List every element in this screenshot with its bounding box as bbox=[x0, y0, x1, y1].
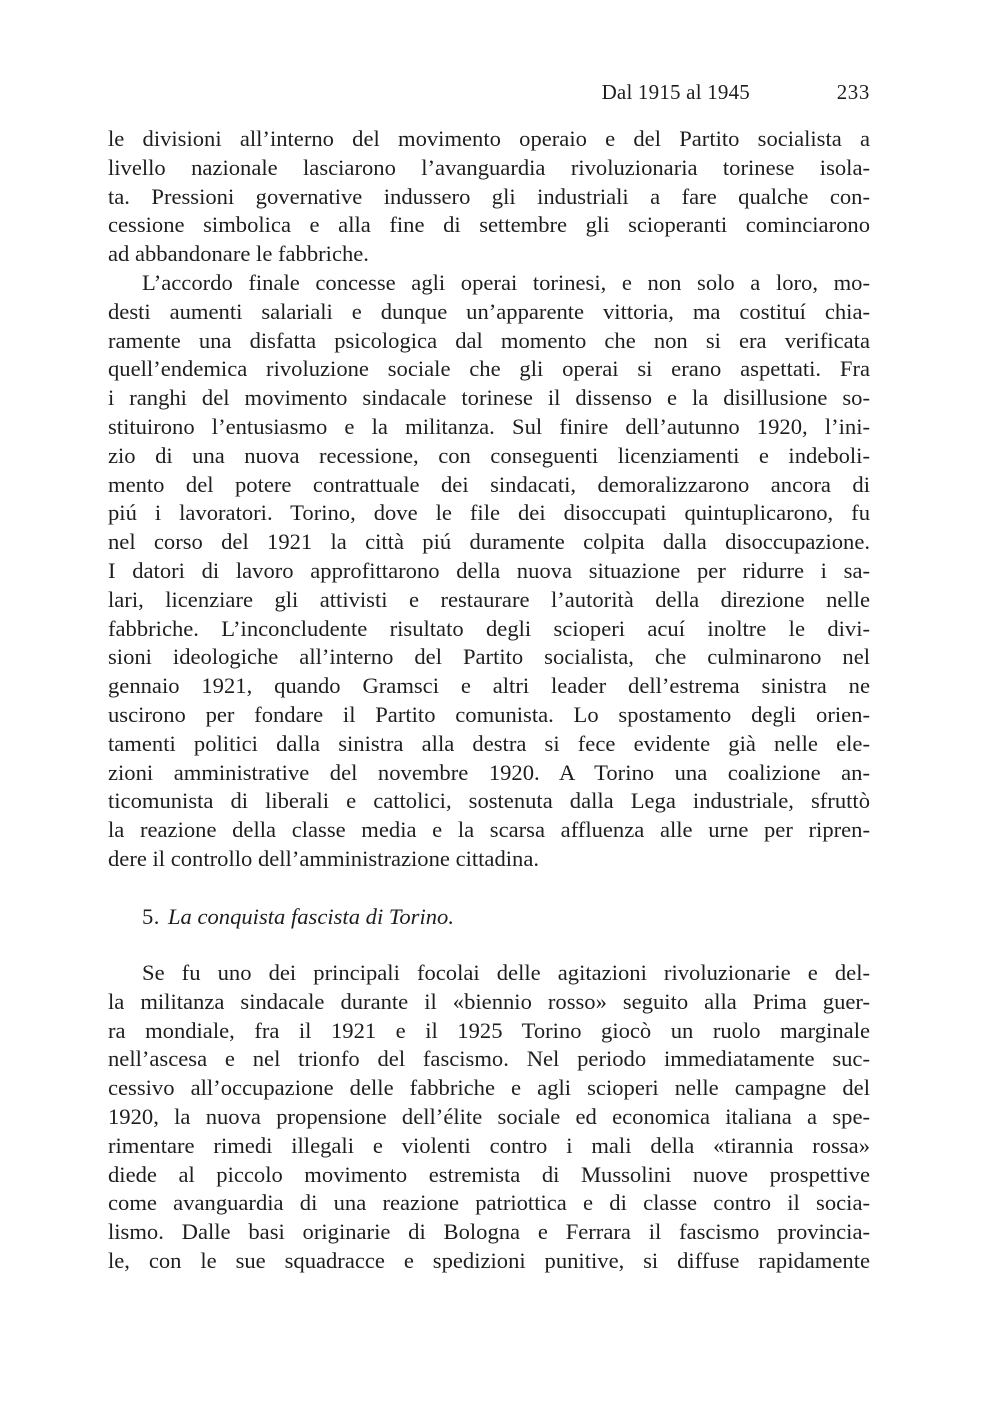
text-line: ta. Pressioni governative indussero gli industriali a fare qualche con- bbox=[108, 183, 870, 209]
page-number: 233 bbox=[836, 80, 870, 104]
text-line: come avanguardia di una reazione patriottica e di classe contro il socia- bbox=[108, 1190, 870, 1216]
text-line: Se fu uno dei principali focolai delle agitazioni rivoluzionarie e del- bbox=[142, 960, 870, 985]
text-line: desti aumenti salariali e dunque un’apparente vittoria, ma costituí chia- bbox=[108, 298, 870, 324]
text-line: uscirono per fondare il Partito comunista. Lo spostamento degli orien- bbox=[108, 701, 870, 727]
text-line: la reazione della classe media e la scarsa affluenza alle urne per ripren- bbox=[108, 817, 870, 843]
page-header bbox=[108, 80, 870, 108]
text-line: nell’ascesa e nel trionfo del fascismo. Nel periodo immediatamente suc- bbox=[108, 1046, 870, 1072]
paragraph-1 bbox=[108, 125, 870, 269]
text-line: piú i lavoratori. Torino, dove le file dei disoccupati quintuplicarono, fu bbox=[108, 500, 870, 526]
text-line: sioni ideologiche all’interno del Partito socialista, che culminarono nel bbox=[108, 644, 870, 670]
text-line: rimentare rimedi illegali e violenti contro i mali della «tirannia rossa» bbox=[108, 1132, 870, 1158]
section-number: 5. bbox=[142, 904, 160, 929]
text-line: i ranghi del movimento sindacale torinese il dissenso e la disillusione so- bbox=[108, 385, 870, 411]
text-line: ra mondiale, fra il 1921 e il 1925 Torino giocò un ruolo marginale bbox=[108, 1017, 870, 1043]
text-line: ad abbandonare le fabbriche. bbox=[108, 241, 369, 267]
text-line: ticomunista di liberali e cattolici, sostenuta dalla Lega industriale, sfruttò bbox=[108, 788, 870, 814]
text-line: le divisioni all’interno del movimento operaio e del Partito socialista a bbox=[108, 126, 870, 151]
text-line: la militanza sindacale durante il «biennio rosso» seguito alla Prima guer- bbox=[108, 988, 870, 1014]
text-line: L’accordo finale concesse agli operai torinesi, e non solo a loro, mo- bbox=[142, 269, 870, 295]
text-line: 1920, la nuova propensione dell’élite sociale ed economica italiana a spe- bbox=[108, 1103, 870, 1129]
text-line: livello nazionale lasciarono l’avanguardia rivoluzionaria torinese isola- bbox=[108, 154, 870, 180]
text-line: tamenti politici dalla sinistra alla destra si fece evidente già nelle ele- bbox=[108, 730, 870, 756]
paragraph-2 bbox=[108, 269, 870, 874]
text-line: mento del potere contrattuale dei sindacati, demoralizzarono ancora di bbox=[108, 471, 870, 497]
text-line: diede al piccolo movimento estremista di Mussolini nuove prospettive bbox=[108, 1161, 870, 1187]
text-line: gennaio 1921, quando Gramsci e altri leader dell’estrema sinistra ne bbox=[108, 673, 870, 699]
text-line: fabbriche. L’inconcludente risultato degli scioperi acuí inoltre le divi- bbox=[108, 615, 870, 641]
text-line: lismo. Dalle basi originarie di Bologna e Ferrara il fascismo provincia- bbox=[108, 1219, 870, 1245]
paragraph-3 bbox=[108, 959, 870, 1276]
text-line: zioni amministrative del novembre 1920. A Torino una coalizione an- bbox=[108, 759, 870, 785]
text-line: nel corso del 1921 la città piú duramente colpita dalla disoccupazione. bbox=[108, 529, 870, 555]
text-line: ramente una disfatta psicologica dal momento che non si era verificata bbox=[108, 327, 870, 353]
text-line: quell’endemica rivoluzione sociale che gli operai si erano aspettati. Fra bbox=[108, 356, 870, 382]
section-heading bbox=[142, 903, 454, 931]
body-text-top bbox=[108, 125, 870, 874]
text-line: I datori di lavoro approfittarono della nuova situazione per ridurre i sa- bbox=[108, 557, 870, 583]
text-line: cessione simbolica e alla fine di settembre gli scioperanti cominciarono bbox=[108, 212, 870, 238]
text-line: stituirono l’entusiasmo e la militanza. Sul finire dell’autunno 1920, l’ini- bbox=[108, 413, 870, 439]
text-line: le, con le sue squadracce e spedizioni punitive, si diffuse rapidamente bbox=[108, 1247, 870, 1273]
running-head: Dal 1915 al 1945 bbox=[601, 80, 750, 104]
text-line: cessivo all’occupazione delle fabbriche e agli scioperi nelle campagne del bbox=[108, 1075, 870, 1101]
body-text-bottom bbox=[108, 959, 870, 1276]
section-title: La conquista fascista di Torino. bbox=[167, 904, 454, 929]
text-line: lari, licenziare gli attivisti e restaurare l’autorità della direzione nelle bbox=[108, 586, 870, 612]
text-line: dere il controllo dell’amministrazione cittadina. bbox=[108, 845, 540, 871]
text-line: zio di una nuova recessione, con conseguenti licenziamenti e indeboli- bbox=[108, 442, 870, 468]
